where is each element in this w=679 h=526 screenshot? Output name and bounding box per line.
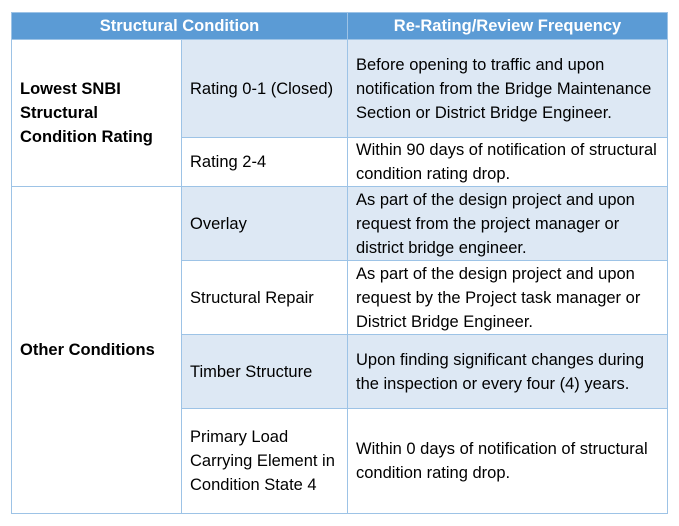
header-review-frequency: Re-Rating/Review Frequency — [348, 13, 668, 40]
group-label-snbi: Lowest SNBI Structural Condition Rating — [12, 40, 182, 187]
frequency-cell: As part of the design project and upon request by the Project task manager or District Bridge Engineer. — [348, 261, 668, 335]
table-row — [12, 40, 668, 138]
header-structural-condition: Structural Condition — [12, 13, 348, 40]
condition-cell: Rating 0-1 (Closed) — [182, 40, 348, 138]
frequency-cell: Within 0 days of notification of structural condition rating drop. — [348, 409, 668, 514]
frequency-cell: Upon finding significant changes during the inspection or every four (4) years. — [348, 335, 668, 409]
structural-condition-table — [11, 12, 668, 514]
condition-cell: Rating 2-4 — [182, 138, 348, 187]
condition-cell: Overlay — [182, 187, 348, 261]
condition-cell: Primary Load Carrying Element in Condition State 4 — [182, 409, 348, 514]
header-row — [12, 13, 668, 40]
group-label-other: Other Conditions — [12, 187, 182, 514]
condition-cell: Structural Repair — [182, 261, 348, 335]
frequency-cell: As part of the design project and upon request from the project manager or district bridge engineer. — [348, 187, 668, 261]
frequency-cell: Within 90 days of notification of structural condition rating drop. — [348, 138, 668, 187]
frequency-cell: Before opening to traffic and upon notification from the Bridge Maintenance Section or District Bridge Engineer. — [348, 40, 668, 138]
table-row — [12, 187, 668, 261]
condition-cell: Timber Structure — [182, 335, 348, 409]
